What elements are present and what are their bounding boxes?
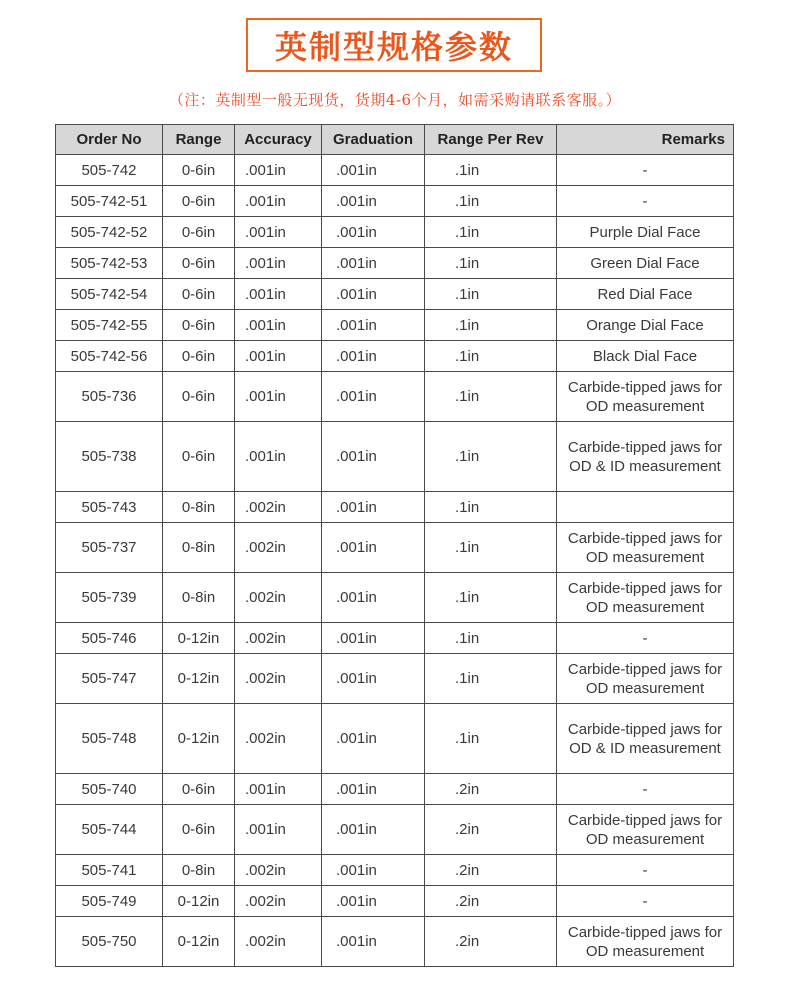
cell-accuracy: .001in [235,774,322,805]
cell-graduation: .001in [322,573,425,623]
availability-note: （注：英制型一般无现货，货期4-6个月，如需采购请联系客服。） [168,91,622,109]
cell-accuracy: .002in [235,492,322,523]
cell-order-no: 505-737 [56,523,163,573]
table-row [56,623,734,654]
cell-accuracy: .001in [235,248,322,279]
col-header-accuracy: Accuracy [235,125,322,155]
cell-range: 0-6in [163,310,235,341]
cell-remarks: - [557,623,734,654]
cell-accuracy: .001in [235,372,322,422]
table-row [56,805,734,855]
cell-remarks: Carbide-tipped jaws for OD & ID measurement [557,422,734,492]
table-row [56,886,734,917]
page-title: 英制型规格参数 [246,18,542,72]
cell-remarks: Orange Dial Face [557,310,734,341]
table-row [56,217,734,248]
cell-range: 0-12in [163,886,235,917]
cell-remarks: Carbide-tipped jaws for OD & ID measurement [557,704,734,774]
table-row [56,372,734,422]
cell-range-per-rev: .1in [425,279,557,310]
cell-order-no: 505-740 [56,774,163,805]
cell-accuracy: .001in [235,186,322,217]
cell-range-per-rev: .1in [425,654,557,704]
table-row [56,310,734,341]
cell-accuracy: .002in [235,623,322,654]
cell-range: 0-6in [163,155,235,186]
cell-remarks: Purple Dial Face [557,217,734,248]
cell-remarks: Green Dial Face [557,248,734,279]
cell-graduation: .001in [322,704,425,774]
cell-graduation: .001in [322,805,425,855]
cell-graduation: .001in [322,341,425,372]
cell-order-no: 505-742-55 [56,310,163,341]
cell-remarks: - [557,774,734,805]
cell-order-no: 505-747 [56,654,163,704]
table-row [56,279,734,310]
cell-accuracy: .001in [235,341,322,372]
cell-order-no: 505-750 [56,917,163,967]
table-row [56,422,734,492]
cell-graduation: .001in [322,248,425,279]
table-header-row [56,125,734,155]
cell-remarks: Carbide-tipped jaws for OD measurement [557,523,734,573]
table-row [56,186,734,217]
cell-range: 0-6in [163,341,235,372]
cell-accuracy: .001in [235,422,322,492]
cell-graduation: .001in [322,523,425,573]
cell-range-per-rev: .2in [425,917,557,967]
cell-remarks: Black Dial Face [557,341,734,372]
cell-remarks: - [557,155,734,186]
cell-range-per-rev: .1in [425,186,557,217]
cell-graduation: .001in [322,623,425,654]
cell-order-no: 505-741 [56,855,163,886]
cell-range: 0-12in [163,704,235,774]
table-row [56,523,734,573]
cell-range: 0-8in [163,523,235,573]
table-row [56,774,734,805]
col-header-remarks: Remarks [557,125,734,155]
cell-range-per-rev: .1in [425,341,557,372]
cell-remarks: Carbide-tipped jaws for OD measurement [557,654,734,704]
cell-order-no: 505-742-54 [56,279,163,310]
cell-graduation: .001in [322,774,425,805]
cell-range-per-rev: .1in [425,155,557,186]
cell-order-no: 505-742-56 [56,341,163,372]
col-header-graduation: Graduation [322,125,425,155]
cell-range: 0-6in [163,186,235,217]
cell-range-per-rev: .1in [425,523,557,573]
cell-range-per-rev: .2in [425,805,557,855]
cell-order-no: 505-739 [56,573,163,623]
cell-range-per-rev: .2in [425,774,557,805]
cell-accuracy: .001in [235,310,322,341]
cell-accuracy: .001in [235,805,322,855]
cell-graduation: .001in [322,155,425,186]
cell-range-per-rev: .1in [425,492,557,523]
cell-order-no: 505-742-53 [56,248,163,279]
cell-order-no: 505-743 [56,492,163,523]
cell-range: 0-12in [163,623,235,654]
spec-table [55,124,734,967]
cell-range-per-rev: .1in [425,422,557,492]
table-row [56,917,734,967]
cell-accuracy: .002in [235,704,322,774]
cell-range-per-rev: .1in [425,217,557,248]
cell-range: 0-6in [163,805,235,855]
cell-accuracy: .001in [235,155,322,186]
cell-remarks [557,492,734,523]
cell-graduation: .001in [322,186,425,217]
cell-accuracy: .002in [235,886,322,917]
cell-graduation: .001in [322,310,425,341]
cell-graduation: .001in [322,917,425,967]
table-row [56,155,734,186]
cell-range: 0-12in [163,917,235,967]
cell-graduation: .001in [322,422,425,492]
cell-range: 0-6in [163,248,235,279]
cell-graduation: .001in [322,654,425,704]
cell-graduation: .001in [322,372,425,422]
cell-graduation: .001in [322,886,425,917]
table-row [56,654,734,704]
cell-accuracy: .002in [235,523,322,573]
col-header-order-no: Order No [56,125,163,155]
cell-order-no: 505-748 [56,704,163,774]
table-body [56,155,734,967]
table-row [56,492,734,523]
table-row [56,248,734,279]
cell-remarks: - [557,186,734,217]
cell-order-no: 505-742 [56,155,163,186]
cell-accuracy: .001in [235,279,322,310]
table-row [56,573,734,623]
cell-graduation: .001in [322,492,425,523]
cell-remarks: Carbide-tipped jaws for OD measurement [557,917,734,967]
cell-graduation: .001in [322,279,425,310]
cell-remarks: - [557,855,734,886]
cell-accuracy: .002in [235,573,322,623]
cell-range-per-rev: .2in [425,886,557,917]
cell-range-per-rev: .1in [425,704,557,774]
table-row [56,855,734,886]
cell-range-per-rev: .1in [425,310,557,341]
cell-order-no: 505-744 [56,805,163,855]
cell-range: 0-6in [163,372,235,422]
cell-range-per-rev: .1in [425,248,557,279]
cell-accuracy: .001in [235,217,322,248]
cell-order-no: 505-738 [56,422,163,492]
cell-order-no: 505-746 [56,623,163,654]
cell-range: 0-8in [163,492,235,523]
cell-order-no: 505-749 [56,886,163,917]
cell-range: 0-8in [163,855,235,886]
cell-range: 0-6in [163,217,235,248]
cell-order-no: 505-742-52 [56,217,163,248]
cell-order-no: 505-742-51 [56,186,163,217]
table-row [56,704,734,774]
cell-range: 0-6in [163,774,235,805]
cell-remarks: Carbide-tipped jaws for OD measurement [557,573,734,623]
cell-accuracy: .002in [235,855,322,886]
cell-remarks: Carbide-tipped jaws for OD measurement [557,805,734,855]
cell-range-per-rev: .1in [425,623,557,654]
cell-graduation: .001in [322,855,425,886]
cell-range-per-rev: .2in [425,855,557,886]
cell-order-no: 505-736 [56,372,163,422]
table-row [56,341,734,372]
col-header-range-per-rev: Range Per Rev [425,125,557,155]
cell-range: 0-12in [163,654,235,704]
cell-remarks: - [557,886,734,917]
cell-range: 0-6in [163,422,235,492]
cell-remarks: Red Dial Face [557,279,734,310]
cell-range-per-rev: .1in [425,573,557,623]
cell-remarks: Carbide-tipped jaws for OD measurement [557,372,734,422]
cell-range: 0-8in [163,573,235,623]
cell-range-per-rev: .1in [425,372,557,422]
cell-accuracy: .002in [235,654,322,704]
col-header-range: Range [163,125,235,155]
cell-graduation: .001in [322,217,425,248]
cell-accuracy: .002in [235,917,322,967]
cell-range: 0-6in [163,279,235,310]
